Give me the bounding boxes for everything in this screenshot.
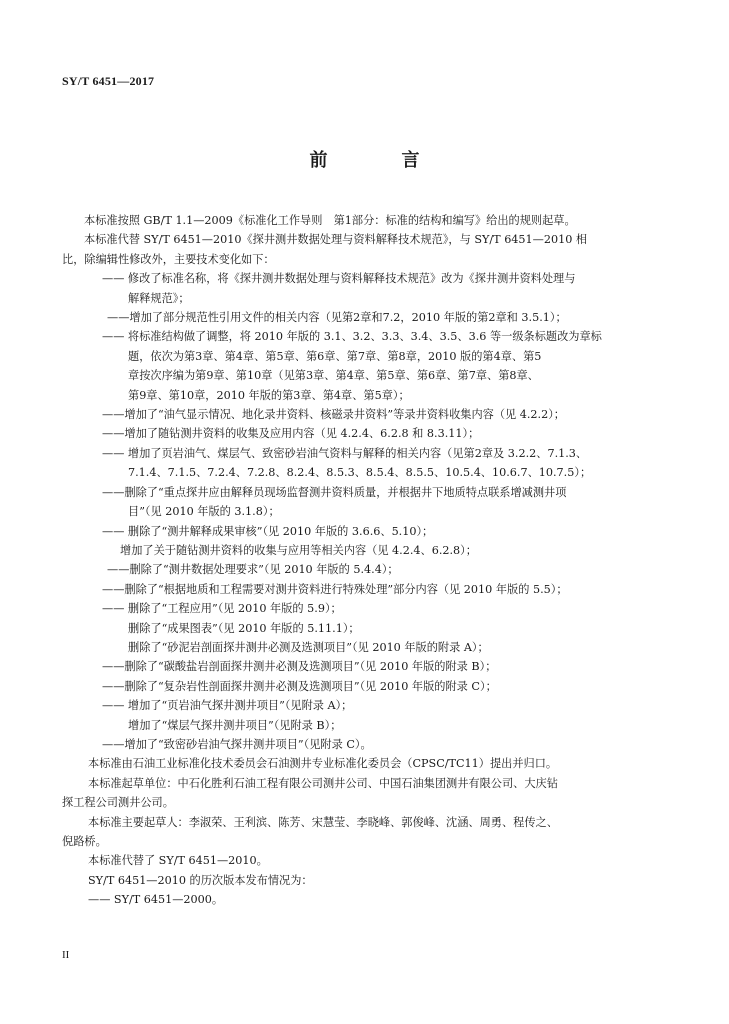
- list-item: ——删除了“测井数据处理要求”（见 2010 年版的 5.4.4）；: [107, 563, 399, 577]
- foreword-body: [62, 211, 672, 910]
- page-number: II: [62, 949, 70, 961]
- list-item: —— 增加了页岩油气、煤层气、致密砂岩油气资料与解释的相关内容（见第2章及 3.2.2、7.1.3、: [102, 446, 588, 460]
- list-item: ——增加了部分规范性引用文件的相关内容（见第2章和7.2，2010 年版的第2章和 3.5.1）；: [107, 311, 567, 325]
- list-item-continuation: 目”（见 2010 年版的 3.1.8）；: [128, 505, 280, 519]
- list-item: —— 删除了“工程应用”（见 2010 年版的 5.9）；: [102, 602, 342, 616]
- list-item: 增加了“煤层气探井测井项目”（见附录 B）；: [128, 718, 342, 732]
- list-item: ——删除了“根据地质和工程需要对测井资料进行特殊处理”部分内容（见 2010 年版的 5.5）；: [102, 582, 568, 596]
- list-item: ——删除了“复杂岩性剖面探井测井必测及选测项目”（见 2010 年版的附录 C）；: [102, 679, 497, 693]
- paragraph: 本标准按照 GB/T 1.1—2009《标准化工作导则 第1部分：标准的结构和编写》给出的规则起草。: [84, 214, 576, 227]
- list-item: ——增加了“致密砂岩油气探井测井项目”（见附录 C）。: [102, 737, 372, 751]
- list-item: —— 将标准结构做了调整，将 2010 年版的 3.1、3.2、3.3、3.4、3.5、3.6 等一级条标题改为章标: [102, 330, 602, 344]
- list-item: ——删除了“碳酸盐岩剖面探井测井必测及选测项目”（见 2010 年版的附录 B）；: [102, 660, 497, 674]
- list-item: 删除了“成果图表”（见 2010 年版的 5.11.1）；: [128, 621, 360, 635]
- list-item: ——增加了“油气显示情况、地化录井资料、核磁录井资料”等录井资料收集内容（见 4.2.2）；: [102, 408, 565, 422]
- list-item: ——增加了随钻测井资料的收集及应用内容（见 4.2.4、6.2.8 和 8.3.11）；: [102, 427, 480, 441]
- paragraph: 本标准代替了 SY/T 6451—2010。: [88, 854, 268, 868]
- list-item: 删除了“砂泥岩剖面探井测井必测及选测项目”（见 2010 年版的附录 A）；: [128, 640, 489, 654]
- list-item-continuation: 7.1.4、7.1.5、7.2.4、7.2.8、8.2.4、8.5.3、8.5.4、8.5.5、10.5.4、10.6.7、10.7.5）；: [128, 466, 592, 480]
- list-item-continuation: 题，依次为第3章、第4章、第5章、第6章、第7章、第8章，2010 版的第4章、第5: [128, 349, 542, 363]
- page-title: 前 言: [309, 150, 448, 171]
- list-item-continuation: 章按次序编为第9章、第10章（见第3章、第4章、第5章、第6章、第7章、第8章、: [128, 369, 539, 383]
- list-item: —— 修改了标准名称，将《探井测井数据处理与资料解释技术规范》改为《探井测井资料处理与: [102, 272, 576, 286]
- standard-code: SY/T 6451—2017: [62, 74, 155, 88]
- paragraph: 本标准起草单位：中石化胜利石油工程有限公司测井公司、中国石油集团测井有限公司、大庆钻: [88, 776, 558, 790]
- paragraph: 探工程公司测井公司。: [62, 796, 174, 810]
- paragraph: 本标准由石油工业标准化技术委员会石油测井专业标准化委员会（CPSC/TC11）提出并归口。: [88, 757, 558, 771]
- list-item-continuation: 解释规范》；: [128, 291, 190, 305]
- paragraph: 倪路桥。: [62, 835, 107, 848]
- paragraph: SY/T 6451—2010 的历次版本发布情况为：: [88, 873, 313, 887]
- paragraph: 本标准代替 SY/T 6451—2010《探井测井数据处理与资料解释技术规范》，与 SY/T 6451—2010 相: [84, 233, 588, 247]
- list-item-continuation: 第9章、第10章，2010 年版的第3章、第4章、第5章）；: [128, 388, 410, 402]
- list-item: ——删除了“重点探井应由解释员现场监督测井资料质量，并根据井下地质特点联系增减测井项: [102, 485, 567, 499]
- list-item: 增加了关于随钻测井资料的收集与应用等相关内容（见 4.2.4、6.2.8）；: [120, 543, 477, 557]
- paragraph: 比，除编辑性修改外，主要技术变化如下：: [62, 252, 275, 266]
- paragraph: 本标准主要起草人：李淑荣、王利滨、陈芳、宋慧莹、李晓峰、郭俊峰、沈涵、周勇、程传之、: [88, 815, 558, 829]
- list-item: —— 删除了“测井解释成果审核”（见 2010 年版的 3.6.6、5.10）；: [102, 524, 434, 538]
- list-item: —— 增加了“页岩油气探井测井项目”（见附录 A）；: [102, 699, 353, 713]
- list-item: —— SY/T 6451—2000。: [88, 893, 224, 907]
